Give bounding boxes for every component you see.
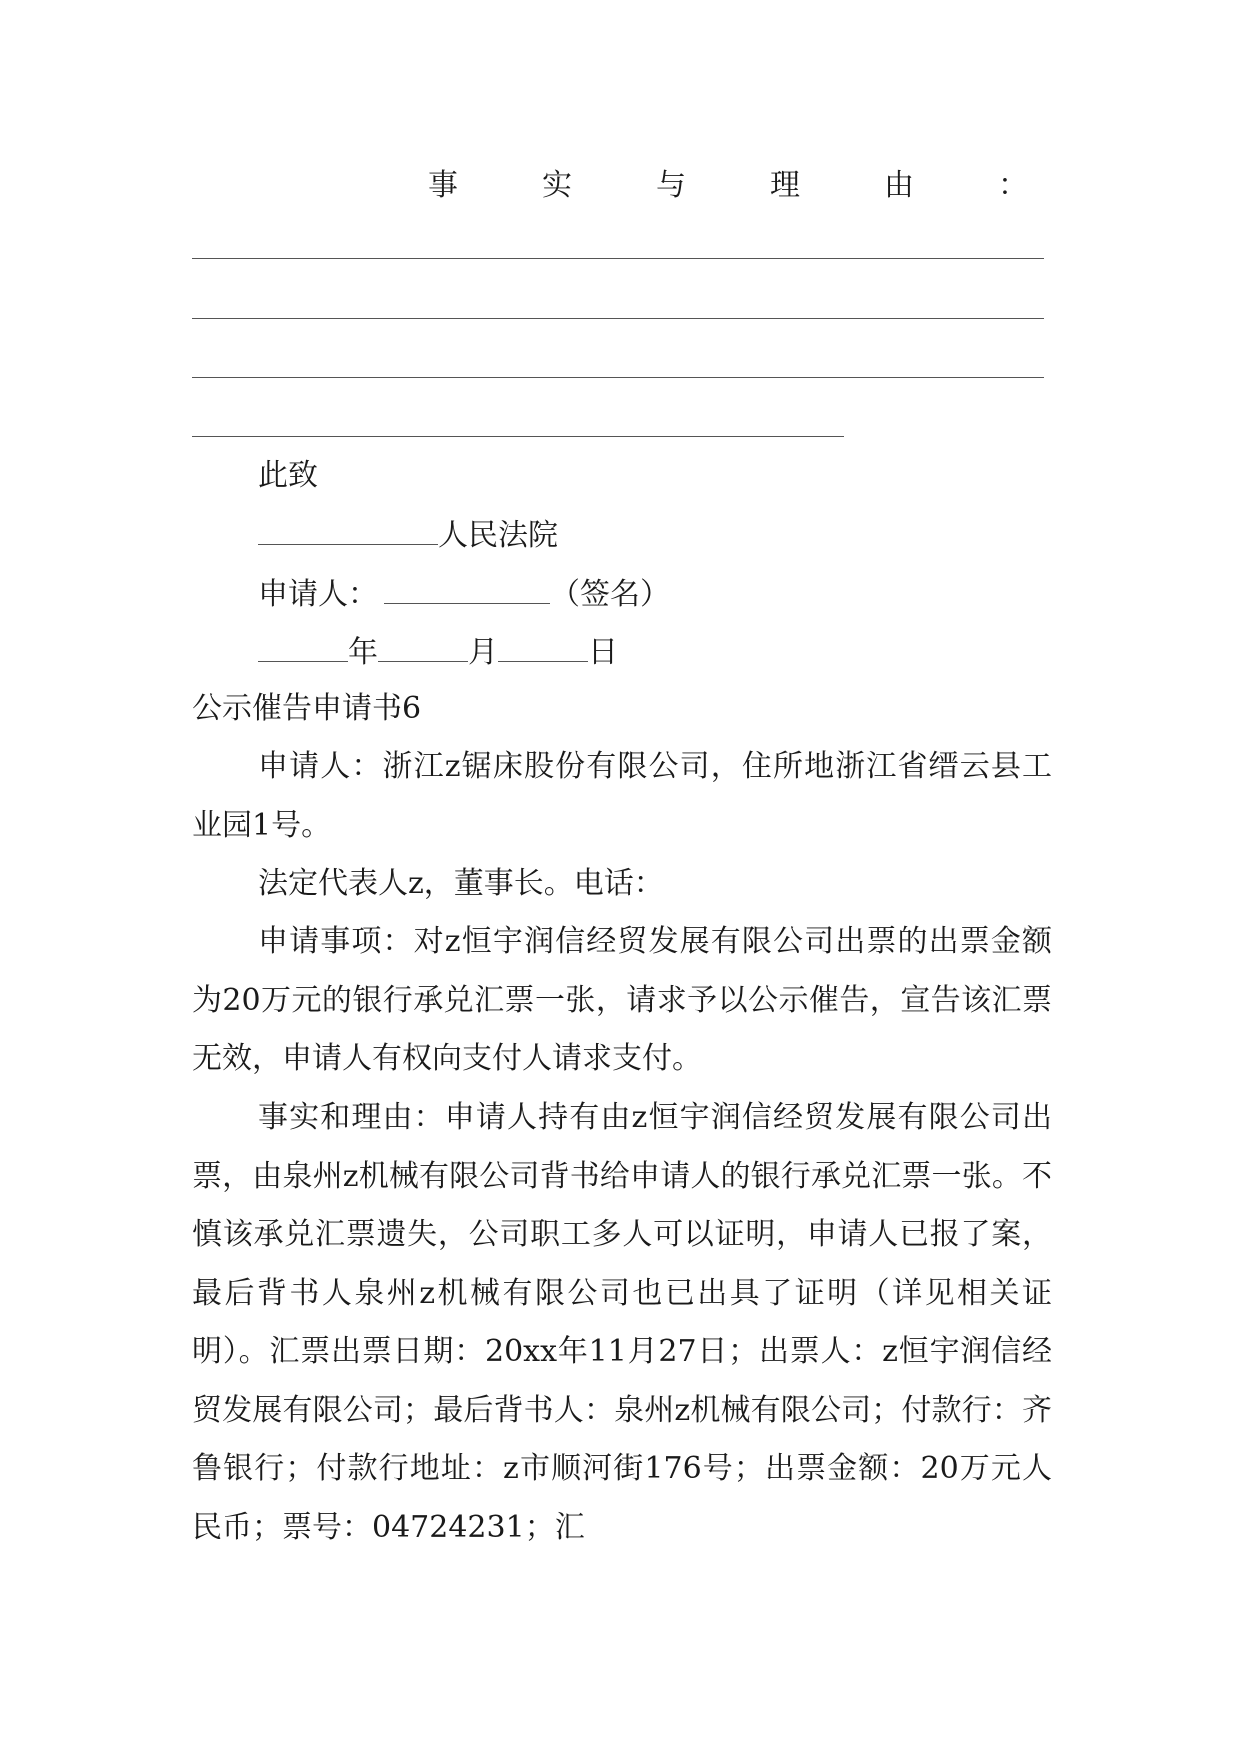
fill-in-line [192,258,1044,259]
year-blank [258,631,348,662]
month-label: 月 [468,635,498,670]
heading-char: 事 [428,168,458,203]
signature-note: （签名） [550,577,670,612]
month-blank [378,631,468,662]
facts-and-reasons-heading [428,166,1028,206]
fill-in-line [192,436,844,437]
applicant-paragraph: 申请人：浙江z锯床股份有限公司，住所地浙江省缙云县工业园1号。 [192,749,1052,843]
day-label: 日 [588,635,618,670]
court-name-blank [258,514,438,545]
applicant-signature-line [258,573,670,615]
signature-blank [384,573,550,604]
salutation: 此致 [258,458,318,493]
fill-in-line [192,377,1044,378]
day-blank [498,631,588,662]
applicant-label: 申请人： [258,577,378,612]
heading-char: 与 [656,168,686,203]
heading-char: 理 [770,168,800,203]
date-line [258,631,618,673]
heading-char: 由 [884,168,914,203]
document-title: 公示催告申请书6 [192,691,422,726]
fill-in-line [192,318,1044,319]
year-label: 年 [348,635,378,670]
court-suffix: 人民法院 [438,518,558,553]
representative-paragraph: 法定代表人z，董事长。电话： [258,866,664,901]
court-line [258,514,558,556]
heading-char: 实 [542,168,572,203]
request-paragraph: 申请事项：对z恒宇润信经贸发展有限公司出票的出票金额为20万元的银行承兑汇票一张，请求予以公示催告，宣告该汇票无效，申请人有权向支付人请求支付。 [192,924,1052,1076]
heading-char: ： [998,168,1028,203]
facts-paragraph: 事实和理由：申请人持有由z恒宇润信经贸发展有限公司出票，由泉州z机械有限公司背书给申请人的银行承兑汇票一张。不慎该承兑汇票遗失，公司职工多人可以证明，申请人已报了案，最后背书人泉州z机械有限公司也已出具了证明（详见相关证明）。汇票出票日期：20xx年11月27日；出票人：z恒宇润信经贸发展有限公司；最后背书人：泉州z机械有限公司；付款行：齐鲁银行；付款行地址：z市顺河街176号；出票金额：20万元人民币；票号：04724231；汇 [192,1100,1052,1545]
